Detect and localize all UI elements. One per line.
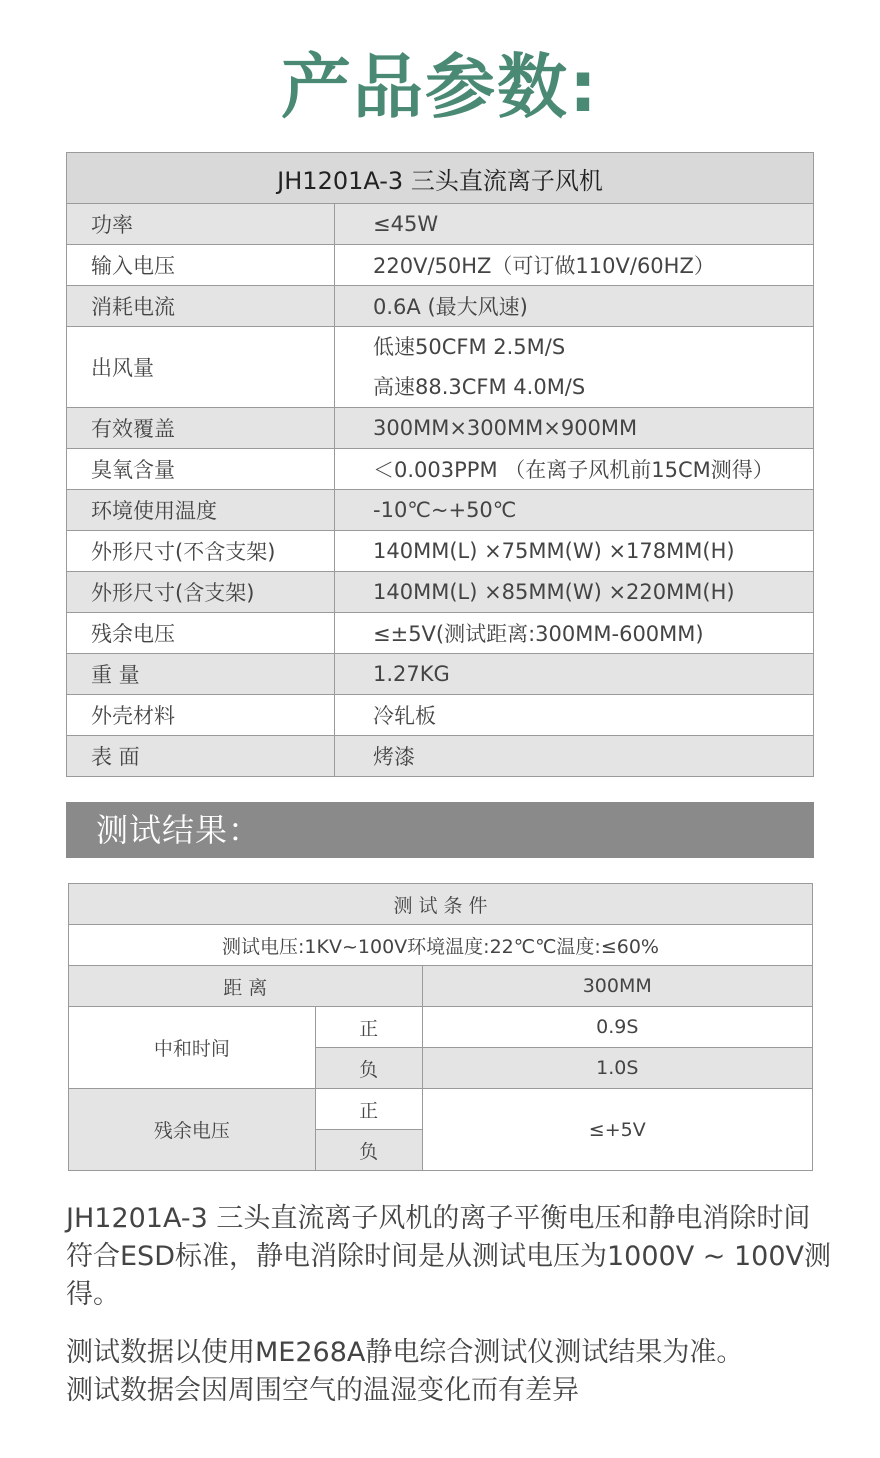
spec-value [335, 327, 814, 408]
neutral-positive-value: 0.9S [422, 1007, 813, 1048]
spec-label: 残余电压 [67, 613, 335, 654]
spec-label: 环境使用温度 [67, 490, 335, 531]
spec-label: 消耗电流 [67, 286, 335, 327]
spec-label: 功率 [67, 204, 335, 245]
note-line: 测试数据会因周围空气的温湿变化而有差异 [66, 1375, 579, 1406]
spec-label: 出风量 [67, 327, 335, 408]
spec-row [67, 490, 814, 531]
spec-value: ≤45W [335, 204, 814, 245]
residual-row-pos [69, 1089, 813, 1130]
spec-row [67, 572, 814, 613]
spec-row [67, 408, 814, 449]
spec-row [67, 531, 814, 572]
spec-value-line: 低速50CFM 2.5M/S [373, 335, 566, 359]
page-title: 产品参数: [281, 46, 599, 128]
neutral-row-pos [69, 1007, 813, 1048]
residual-voltage-value: ≤+5V [422, 1089, 813, 1171]
spec-row [67, 654, 814, 695]
spec-value: 0.6A (最大风速) [335, 286, 814, 327]
spec-header: JH1201A-3 三头直流离子风机 [67, 153, 814, 204]
polarity-negative: 负 [315, 1048, 422, 1089]
spec-value: -10℃~+50℃ [335, 490, 814, 531]
spec-row [67, 695, 814, 736]
spec-label: 外壳材料 [67, 695, 335, 736]
neutral-negative-value: 1.0S [422, 1048, 813, 1089]
test-results-banner: 测试结果： [66, 802, 814, 858]
spec-row [67, 736, 814, 777]
polarity-negative: 负 [315, 1130, 422, 1171]
spec-label: 臭氧含量 [67, 449, 335, 490]
residual-voltage-label: 残余电压 [69, 1089, 316, 1171]
spec-label: 表 面 [67, 736, 335, 777]
test-conditions-row [69, 925, 813, 966]
spec-row [67, 449, 814, 490]
spec-header-row [67, 153, 814, 204]
test-conditions: 测试电压:1KV~100V环境温度:22℃℃温度:≤60% [69, 925, 813, 966]
spec-value: 140MM(L) ×75MM(W) ×178MM(H) [335, 531, 814, 572]
description-paragraph: JH1201A-3 三头直流离子风机的离子平衡电压和静电消除时间符合ESD标准，静电消除时间是从测试电压为1000V ~ 100V测得。 [66, 1203, 831, 1310]
spec-value: 冷轧板 [335, 695, 814, 736]
distance-label: 距 离 [69, 966, 423, 1007]
test-conditions-header-row [69, 884, 813, 925]
spec-value: 300MM×300MM×900MM [335, 408, 814, 449]
spec-value: ＜0.003PPM （在离子风机前15CM测得） [335, 449, 814, 490]
spec-value: 220V/50HZ（可订做110V/60HZ） [335, 245, 814, 286]
test-conditions-header: 测 试 条 件 [69, 884, 813, 925]
polarity-positive: 正 [315, 1007, 422, 1048]
spec-value: 1.27KG [335, 654, 814, 695]
spec-row [67, 613, 814, 654]
polarity-positive: 正 [315, 1089, 422, 1130]
spec-row [67, 245, 814, 286]
note-line: 测试数据以使用ME268A静电综合测试仪测试结果为准。 [66, 1337, 744, 1368]
spec-label: 外形尺寸(不含支架) [67, 531, 335, 572]
spec-value: 140MM(L) ×85MM(W) ×220MM(H) [335, 572, 814, 613]
spec-value: 烤漆 [335, 736, 814, 777]
distance-row [69, 966, 813, 1007]
note-paragraph [66, 1334, 836, 1410]
spec-value: ≤±5V(测试距离:300MM-600MM) [335, 613, 814, 654]
spec-label: 输入电压 [67, 245, 335, 286]
spec-row [67, 204, 814, 245]
spec-label: 有效覆盖 [67, 408, 335, 449]
spec-label: 重 量 [67, 654, 335, 695]
test-table [68, 883, 813, 1171]
spec-row [67, 327, 814, 408]
spec-table [66, 152, 814, 777]
neutral-time-label: 中和时间 [69, 1007, 316, 1089]
spec-label: 外形尺寸(含支架) [67, 572, 335, 613]
spec-row [67, 286, 814, 327]
distance-value: 300MM [422, 966, 813, 1007]
spec-value-line: 高速88.3CFM 4.0M/S [373, 375, 586, 399]
